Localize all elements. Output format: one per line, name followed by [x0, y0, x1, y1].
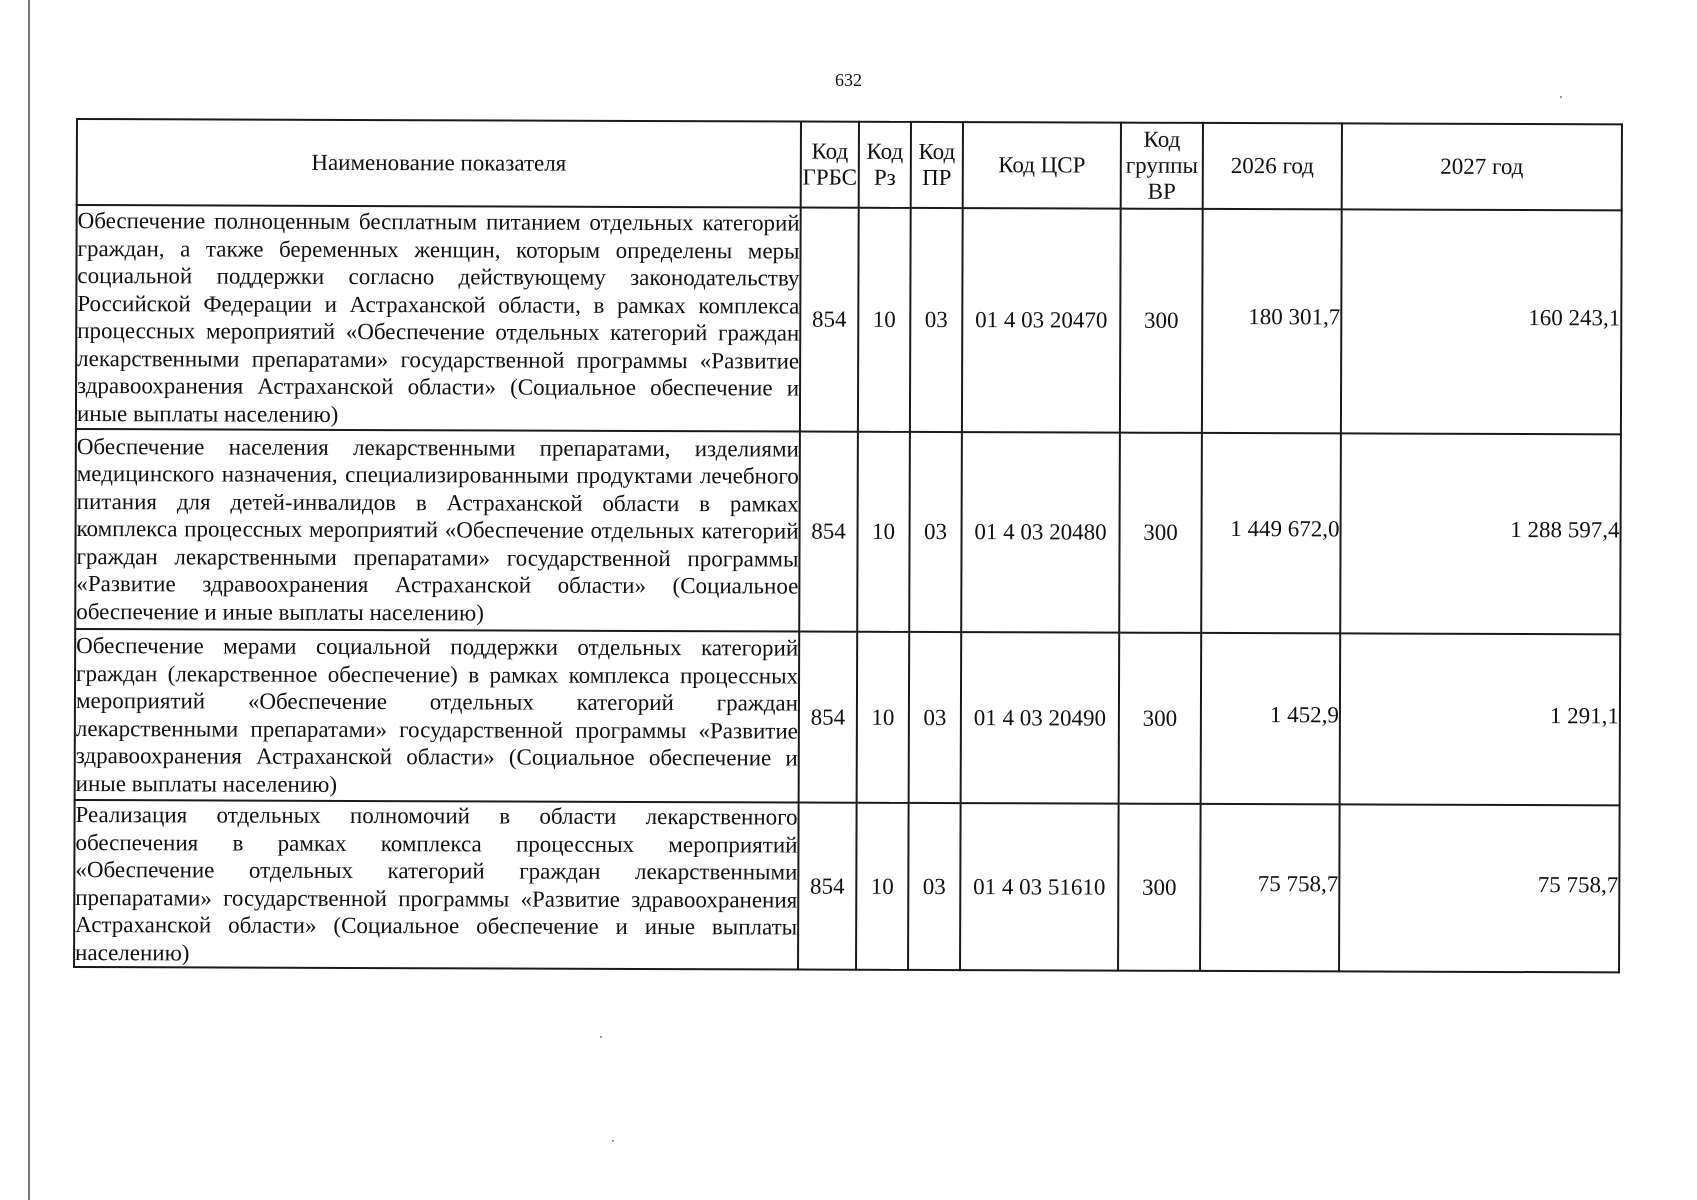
header-name: Наименование показателя: [77, 119, 801, 208]
header-grbs-line: ГРБС: [802, 164, 858, 190]
row-rz-cell: 10: [857, 432, 910, 632]
header-csr: Код ЦСР: [963, 122, 1121, 209]
row-2026-value: 75 758,7: [1257, 870, 1339, 896]
row-2026-cell: [1200, 804, 1340, 971]
row-2027-value: 160 243,1: [1528, 305, 1621, 331]
row-2027-cell: [1340, 433, 1621, 634]
row-2027-cell: [1341, 209, 1622, 434]
row-pr-cell: 03: [908, 803, 961, 970]
row-grbs-cell: 854: [800, 208, 859, 432]
header-2027: 2027 год: [1342, 123, 1622, 210]
page-number: 632: [835, 70, 862, 90]
header-grbs: [801, 122, 859, 208]
row-vr-cell: 300: [1119, 633, 1202, 804]
header-vr-line: Код: [1143, 126, 1181, 152]
row-rz-cell: 10: [857, 632, 910, 803]
scan-speck: [600, 1036, 602, 1038]
header-vr-line: группы: [1125, 152, 1198, 178]
row-name-cell: Обеспечение мерами социальной поддержки отдельных категорий граждан (лекарственное обеспечение) в рамках комплекса процессных мероприятий «Обеспечение отдельных категорий граждан лекарственными препаратами» государственной программы «Развитие здравоохранения Астраханской области» (Социальное обеспечение и иные выплаты населению): [75, 629, 800, 803]
row-rz-cell: 10: [858, 208, 911, 432]
row-grbs-cell: 854: [799, 632, 858, 803]
row-vr-cell: 300: [1120, 209, 1203, 433]
row-grbs-cell: 854: [799, 432, 858, 632]
row-vr-cell: 300: [1118, 804, 1201, 971]
row-2027-value: 1 288 597,4: [1510, 517, 1620, 543]
header-rz-line: Рз: [873, 164, 896, 190]
row-pr-cell: 03: [909, 632, 962, 803]
row-name-cell: Реализация отдельных полномочий в области лекарственного обеспечения в рамках комплекса процессных мероприятий «Обеспечение отдельных категорий граждан лекарственными препаратами» государственной программы «Развитие здравоохранения Астраханской области» (Социальное обеспечение и иные выплаты населению): [74, 800, 799, 970]
header-pr: [911, 122, 963, 208]
header-vr-line: ВР: [1147, 178, 1176, 204]
row-vr-cell: 300: [1119, 433, 1202, 633]
row-grbs-cell: 854: [798, 803, 857, 970]
row-name-cell: Обеспечение полноценным бесплатным питанием отдельных категорий граждан, а также беременных женщин, которым определены меры социальной поддержки согласно действующему законодательству Российской Федерации и Астраханской области, в рамках комплекса процессных мероприятий «Обеспечение отдельных категорий граждан лекарственными препаратами» государственной программы «Развитие здравоохранения Астраханской области» (Социальное обеспечение и иные выплаты населению): [76, 205, 801, 432]
row-2027-cell: [1339, 804, 1620, 972]
table-row: [75, 429, 1621, 634]
row-name-cell: Обеспечение населения лекарственными препаратами, изделиями медицинского назначения, специализированными продуктами лечебного питания для детей-инвалидов в Астраханской области в рамках комплекса процессных мероприятий «Обеспечение отдельных категорий граждан лекарственными препаратами» государственной программы «Развитие здравоохранения Астраханской области» (Социальное обеспечение и иные выплаты населению): [75, 429, 800, 632]
row-csr-cell: 01 4 03 20490: [961, 632, 1120, 804]
row-2026-value: 1 449 672,0: [1230, 516, 1340, 542]
scan-speck: [612, 1140, 614, 1142]
row-rz-cell: 10: [856, 803, 909, 970]
header-vr: [1121, 123, 1203, 209]
header-rz-line: Код: [866, 138, 904, 164]
row-2026-value: 180 301,7: [1248, 304, 1341, 330]
header-2026: 2026 год: [1203, 123, 1342, 209]
table-row: [76, 205, 1622, 434]
row-2027-value: 1 291,1: [1549, 702, 1619, 728]
scan-edge-line: [28, 0, 30, 1200]
header-rz: [859, 122, 911, 208]
header-grbs-line: Код: [811, 138, 849, 164]
row-2026-cell: [1201, 433, 1341, 633]
table-row: [75, 629, 1621, 805]
row-csr-cell: 01 4 03 20470: [962, 208, 1121, 433]
row-csr-cell: 01 4 03 51610: [960, 803, 1119, 971]
row-2026-cell: [1201, 633, 1341, 804]
row-pr-cell: 03: [909, 432, 962, 632]
budget-table: [73, 118, 1623, 973]
header-row: [77, 119, 1622, 210]
table-row: [74, 800, 1620, 972]
row-2026-cell: [1202, 209, 1342, 433]
scan-speck: [1560, 96, 1562, 98]
row-2026-value: 1 452,9: [1269, 701, 1339, 727]
row-pr-cell: 03: [910, 208, 963, 432]
row-2027-value: 75 758,7: [1537, 871, 1619, 897]
header-pr-line: ПР: [922, 164, 952, 191]
row-2027-cell: [1340, 633, 1621, 805]
header-pr-line: Код: [918, 138, 956, 165]
row-csr-cell: 01 4 03 20480: [961, 432, 1120, 633]
